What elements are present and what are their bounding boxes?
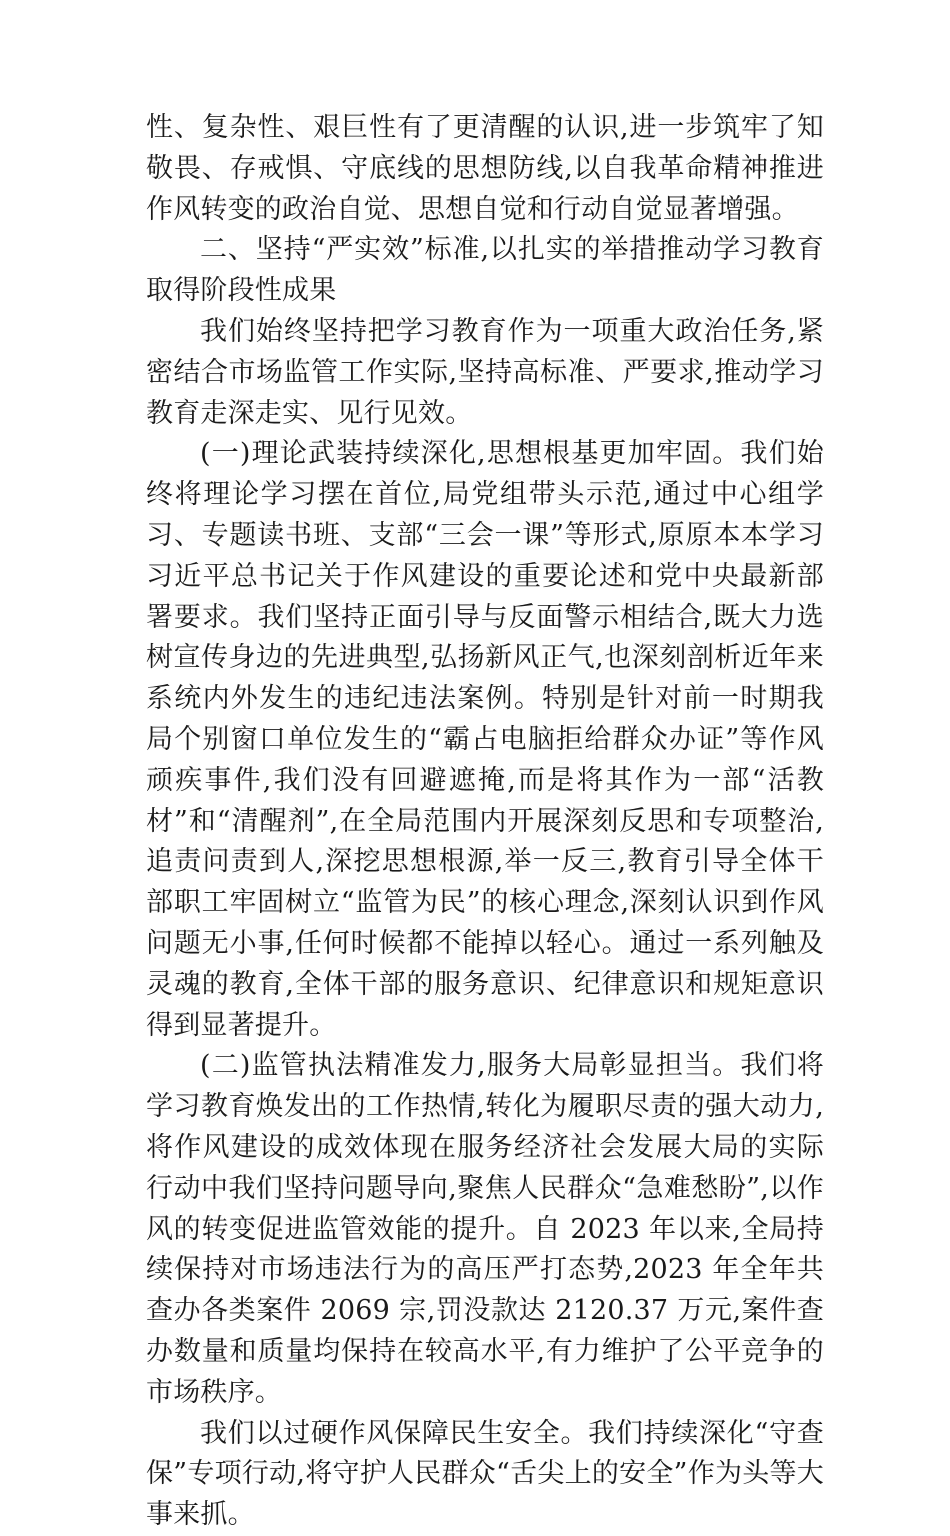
document-page bbox=[146, 108, 824, 1536]
paragraph-theory: (一)理论武装持续深化,思想根基更加牢固。我们始终将理论学习摆在首位,局党组带头示范,通过中心组学习、专题读书班、支部“三会一课”等形式,原原本本学习习近平总书记关于作风建设的重要论述和党中央最新部署要求。我们坚持正面引导与反面警示相结合,既大力选树宣传身边的先进典型,弘扬新风正气,也深刻剖析近年来系统内外发生的违纪违法案例。特别是针对前一时期我局个别窗口单位发生的“霸占电脑拒给群众办证”等作风顽疾事件,我们没有回避遮掩,而是将其作为一部“活教材”和“清醒剂”,在全局范围内开展深刻反思和专项整治,追责问责到人,深挖思想根源,举一反三,教育引导全体干部职工牢固树立“监管为民”的核心理念,深刻认识到作风问题无小事,任何时候都不能掉以轻心。通过一系列触及灵魂的教育,全体干部的服务意识、纪律意识和规矩意识得到显著提升。 bbox=[146, 438, 824, 1041]
paragraph-enforcement: (二)监管执法精准发力,服务大局彰显担当。我们将学习教育焕发出的工作热情,转化为履职尽责的强大动力,将作风建设的成效体现在服务经济社会发展大局的实际行动中我们坚持问题导向,聚焦人民群众“急难愁盼”,以作风的转变促进监管效能的提升。自 2023 年以来,全局持续保持对市场违法行为的高压严打态势,2023 年全年共查办各类案件 2069 宗,罚没款达 2120.37 万元,案件查办数量和质量均保持在较高水平,有力维护了公平竞争的市场秩序。 bbox=[146, 1050, 824, 1408]
section-heading: 二、坚持“严实效”标准,以扎实的举措推动学习教育取得阶段性成果 bbox=[146, 234, 824, 307]
paragraph-safety: 我们以过硬作风保障民生安全。我们持续深化“守查保”专项行动,将守护人民群众“舌尖上的安全”作为头等大事来抓。 bbox=[146, 1417, 824, 1531]
paragraph-intro: 我们始终坚持把学习教育作为一项重大政治任务,紧密结合市场监管工作实际,坚持高标准、严要求,推动学习教育走深走实、见行见效。 bbox=[146, 315, 824, 429]
paragraph-continuation: 性、复杂性、艰巨性有了更清醒的认识,进一步筑牢了知敬畏、存戒惧、守底线的思想防线,以自我革命精神推进作风转变的政治自觉、思想自觉和行动自觉显著增强。 bbox=[146, 112, 824, 225]
